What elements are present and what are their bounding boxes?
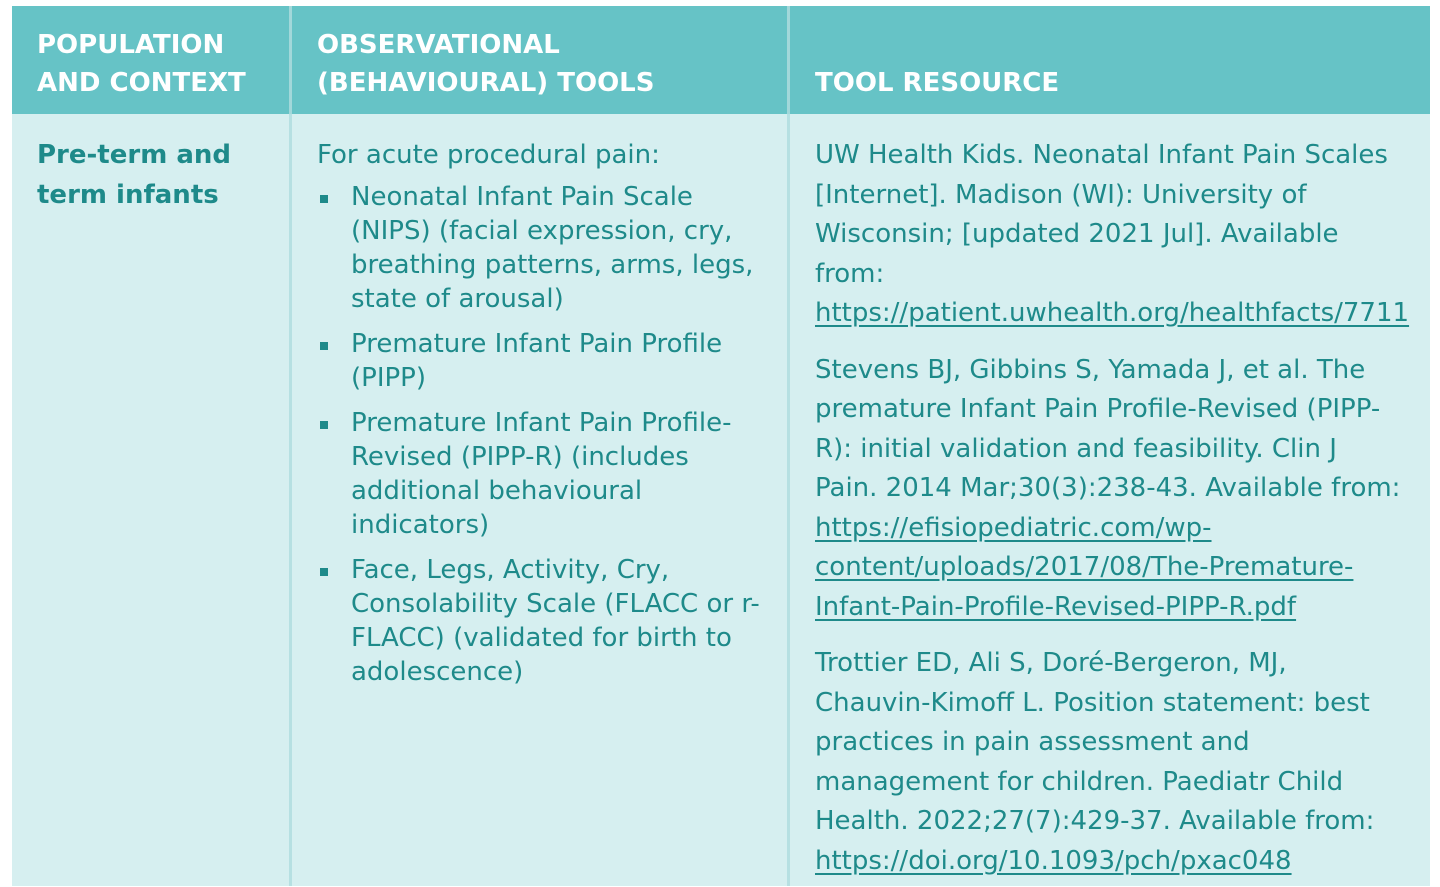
square-bullet-icon xyxy=(320,342,328,350)
header-observational-tools xyxy=(292,6,790,114)
cell-observational-tools xyxy=(292,114,790,886)
population-line-1: Pre-term and xyxy=(37,140,231,170)
square-bullet-icon xyxy=(320,421,328,429)
list-item xyxy=(317,327,763,395)
header-population xyxy=(12,6,292,114)
square-bullet-icon xyxy=(320,195,328,203)
tool-name: Neonatal Infant Pain Scale (NIPS) (facial expression, cry, breathing patterns, arms, legs, state of arousal) xyxy=(351,181,754,314)
reference-link-pipp-r[interactable]: https://efisiopediatric.com/wp-content/uploads/2017/08/The-Premature-Infant-Pain-Profile-Revised-PIPP-R.pdf xyxy=(815,512,1354,622)
tool-name: Premature Infant Pain Profile-Revised (PIPP-R) (includes additional behavioural indicators) xyxy=(351,407,732,540)
header-population-line-2: AND CONTEXT xyxy=(37,68,246,98)
tools-intro: For acute procedural pain: xyxy=(317,140,660,170)
reference-trottier xyxy=(815,644,1406,881)
list-item xyxy=(317,553,763,689)
reference-stevens xyxy=(815,351,1406,628)
cell-population xyxy=(12,114,292,886)
reference-link-uw-health[interactable]: https://patient.uwhealth.org/healthfacts/7711 xyxy=(815,298,1410,328)
header-observational-line-2: (BEHAVIOURAL) TOOLS xyxy=(317,68,655,98)
reference-text: UW Health Kids. Neonatal Infant Pain Scales [Internet]. Madison (WI): University of Wisconsin; [updated 2021 Jul]. Available from: xyxy=(815,140,1388,289)
header-resource-label: TOOL RESOURCE xyxy=(815,68,1060,98)
tool-name: Face, Legs, Activity, Cry, Consolability Scale (FLACC or r-FLACC) (validated for birth to adolescence) xyxy=(351,554,760,687)
tools-list xyxy=(317,180,763,689)
reference-link-doi[interactable]: https://doi.org/10.1093/pch/pxac048 xyxy=(815,845,1292,876)
reference-uw-health xyxy=(815,136,1410,334)
tool-name: Premature Infant Pain Profile (PIPP) xyxy=(351,328,723,393)
reference-text: Trottier ED, Ali S, Doré-Bergeron, MJ, Chauvin-Kimoff L. Position statement: best practices in pain assessment and management for children. Paediatr Child Health. 2022;27(7):429-37. Available from: xyxy=(815,648,1375,836)
cell-tool-resource xyxy=(790,114,1430,886)
list-item xyxy=(317,180,763,316)
header-observational-line-1: OBSERVATIONAL xyxy=(317,30,560,60)
square-bullet-icon xyxy=(320,568,328,576)
reference-text: Stevens BJ, Gibbins S, Yamada J, et al. The premature Infant Pain Profile-Revised (PIPP-R): initial validation and feasibility. Clin J Pain. 2014 Mar;30(3):238-43. Available from: xyxy=(815,354,1401,503)
population-line-2: term infants xyxy=(37,179,219,210)
pain-assessment-table xyxy=(12,6,1430,886)
header-population-line-1: POPULATION xyxy=(37,30,225,60)
list-item xyxy=(317,406,763,542)
header-tool-resource xyxy=(790,6,1430,114)
